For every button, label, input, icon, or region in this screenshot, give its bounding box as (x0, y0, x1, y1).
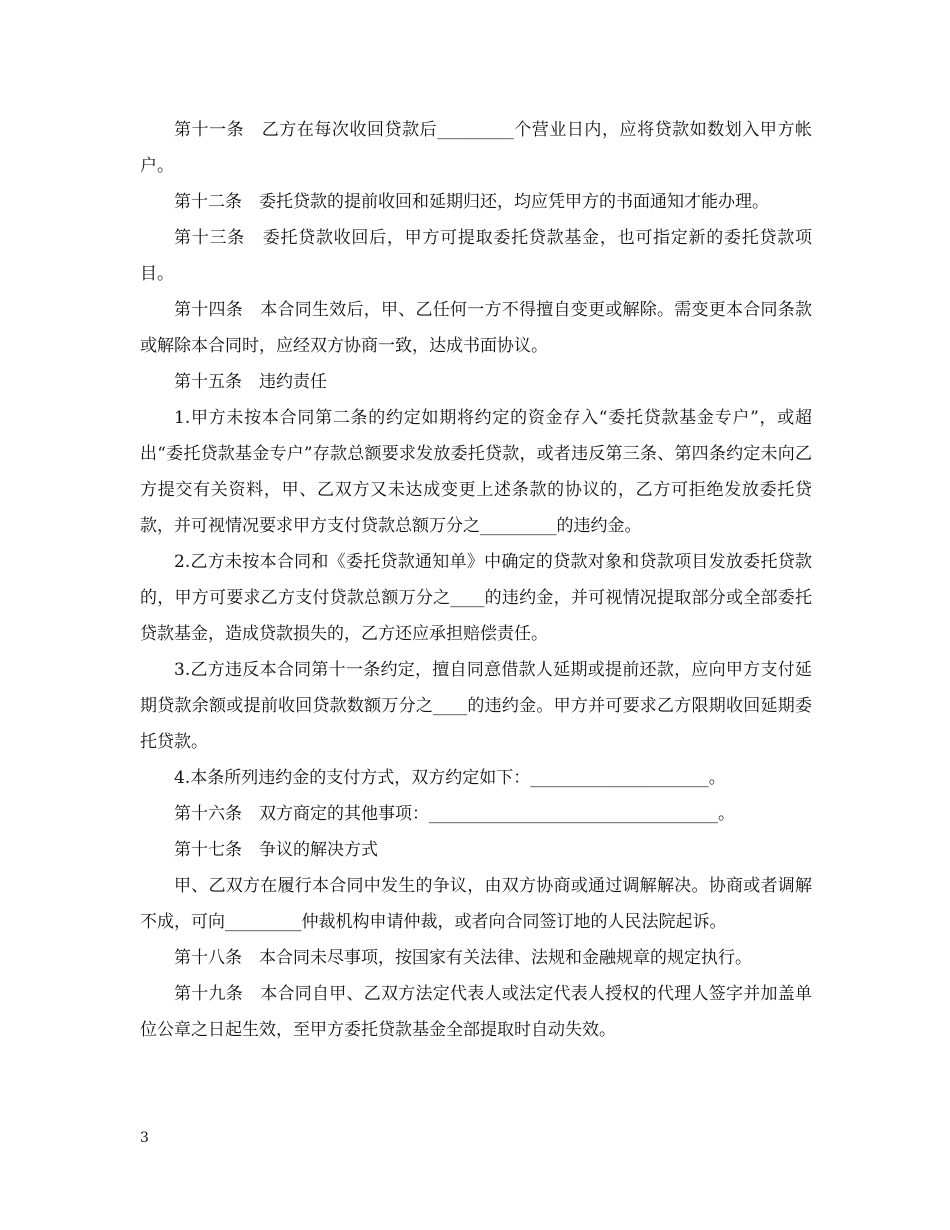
article-14: 第十四条 本合同生效后，甲、乙任何一方不得擅自变更或解除。需变更本合同条款或解除本合同时，应经双方协商一致，达成书面协议。 (140, 300, 812, 356)
article-15-heading: 第十五条 违约责任 (174, 372, 327, 392)
article-17-body: 甲、乙双方在履行本合同中发生的争议，由双方协商或通过调解解决。协商或者调解不成，可向_________仲裁机构申请仲裁，或者向合同签订地的人民法院起诉。 (140, 876, 812, 932)
page-number: 3 (140, 1130, 149, 1146)
article-17-heading: 第十七条 争议的解决方式 (174, 840, 378, 860)
article-11: 第十一条 乙方在每次收回贷款后_________个营业日内，应将贷款如数划入甲方帐户。 (140, 120, 812, 176)
article-15-clause-4: 4.本条所列违约金的支付方式，双方约定如下：_____________________。 (174, 768, 726, 788)
article-15-clause-3: 3.乙方违反本合同第十一条约定，擅自同意借款人延期或提前还款，应向甲方支付延期贷款余额或提前收回贷款数额万分之____的违约金。甲方并可要求乙方限期收回延期委托贷款。 (140, 660, 812, 752)
article-15-clause-2: 2.乙方未按本合同和《委托贷款通知单》中确定的贷款对象和贷款项目发放委托贷款的，甲方可要求乙方支付贷款总额万分之____的违约金，并可视情况提取部分或全部委托贷款基金，造成贷款损失的，乙方还应承担赔偿责任。 (140, 552, 812, 644)
article-19: 第十九条 本合同自甲、乙双方法定代表人或法定代表人授权的代理人签字并加盖单位公章之日起生效，至甲方委托贷款基金全部提取时自动失效。 (140, 984, 812, 1040)
article-18: 第十八条 本合同未尽事项，按国家有关法律、法规和金融规章的规定执行。 (174, 948, 752, 968)
article-13: 第十三条 委托贷款收回后，甲方可提取委托贷款基金，也可指定新的委托贷款项目。 (140, 228, 812, 284)
contract-body (140, 112, 812, 1048)
article-12: 第十二条 委托贷款的提前收回和延期归还，均应凭甲方的书面通知才能办理。 (174, 192, 769, 212)
article-16: 第十六条 双方商定的其他事项：__________________________________。 (174, 804, 735, 824)
article-15-clause-1: 1.甲方未按本合同第二条的约定如期将约定的资金存入“委托贷款基金专户”，或超出“委托贷款基金专户”存款总额要求发放委托贷款，或者违反第三条、第四条约定未向乙方提交有关资料，甲、乙双方又未达成变更上述条款的协议的，乙方可拒绝发放委托贷款，并可视情况要求甲方支付贷款总额万分之_________的违约金。 (140, 408, 812, 536)
